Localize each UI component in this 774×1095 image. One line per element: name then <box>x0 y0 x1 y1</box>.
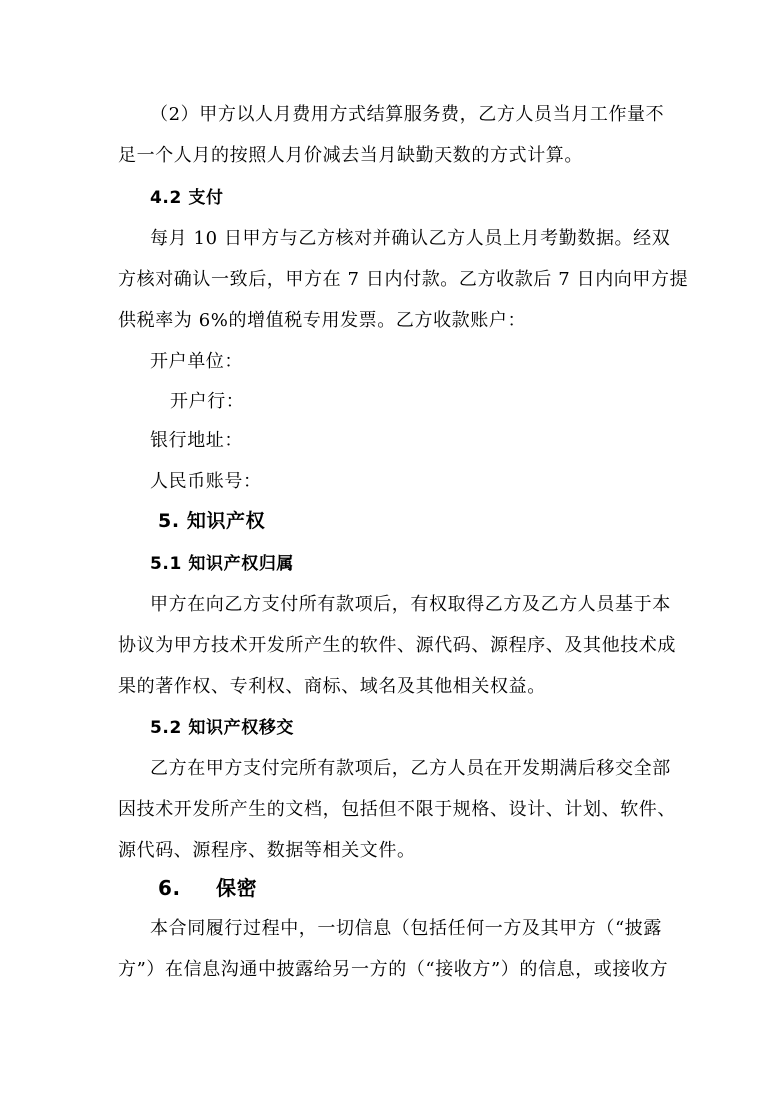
confidential-line-1: 本合同履行过程中，一切信息（包括任何一方及其甲方（“披露 <box>150 918 662 939</box>
ip-ownership-line-2: 协议为甲方技术开发所产生的软件、源代码、源程序、及其他技术成 <box>118 635 676 656</box>
ip-ownership-line-3: 果的著作权、专利权、商标、域名及其他相关权益。 <box>118 676 546 697</box>
payment-line-2: 方核对确认一致后，甲方在 7 日内付款。乙方收款后 7 日内向甲方提 <box>118 269 689 290</box>
heading-4-2: 4.2 支付 <box>150 188 224 208</box>
settlement-line-1: （2）甲方以人月费用方式结算服务费，乙方人员当月工作量不 <box>150 104 665 125</box>
confidential-line-2: 方”）在信息沟通中披露给另一方的（“接收方”）的信息，或接收方 <box>118 959 669 980</box>
account-bank-label: 开户行： <box>170 391 245 412</box>
heading-5-2: 5.2 知识产权移交 <box>150 718 295 738</box>
account-unit-label: 开户单位： <box>150 351 243 372</box>
ip-transfer-line-1: 乙方在甲方支付完所有款项后，乙方人员在开发期满后移交全部 <box>150 758 671 779</box>
ip-ownership-line-1: 甲方在向乙方支付所有款项后，有权取得乙方及乙方人员基于本 <box>150 594 671 615</box>
ip-transfer-line-2: 因技术开发所产生的文档，包括但不限于规格、设计、计划、软件、 <box>118 799 676 820</box>
payment-line-3: 供税率为 6%的增值税专用发票。乙方收款账户： <box>118 310 527 331</box>
heading-6-title: 保密 <box>216 876 258 900</box>
payment-line-1: 每月 10 日甲方与乙方核对并确认乙方人员上月考勤数据。经双 <box>150 228 671 249</box>
settlement-line-2: 足一个人月的按照人月价减去当月缺勤天数的方式计算。 <box>118 145 583 166</box>
heading-5: 5. 知识产权 <box>158 510 266 532</box>
ip-transfer-line-3: 源代码、源程序、数据等相关文件。 <box>118 840 416 861</box>
heading-6 <box>158 876 257 900</box>
heading-6-number: 6. <box>158 876 181 900</box>
account-address-label: 银行地址： <box>150 430 243 451</box>
heading-5-1: 5.1 知识产权归属 <box>150 554 295 574</box>
account-rmb-label: 人民币账号： <box>150 471 262 492</box>
